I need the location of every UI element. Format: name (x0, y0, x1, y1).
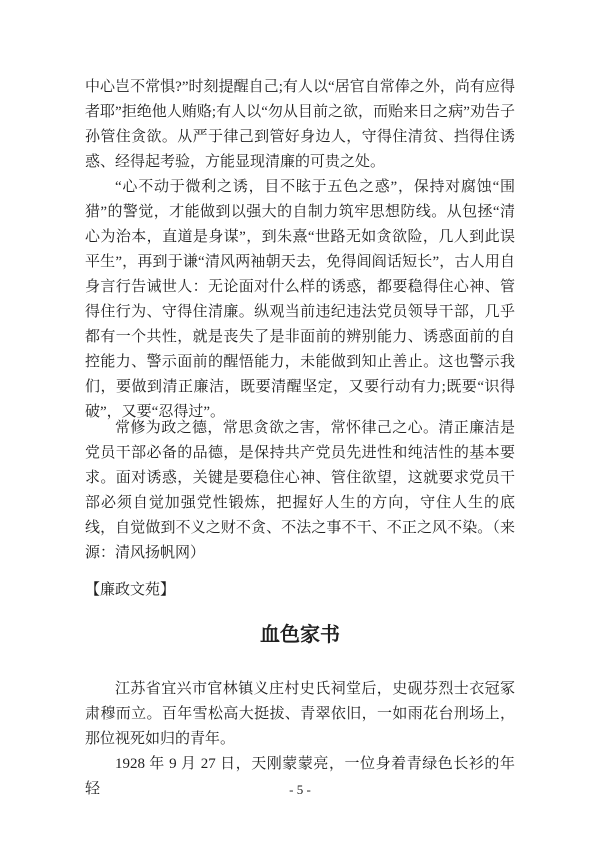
body-paragraph: 常修为政之德，常思贪欲之害，常怀律己之心。清正廉洁是党员干部必备的品德，是保持共产党员先进性和纯洁性的基本要求。面对诱惑，关键是要稳住心神、管住欲望，这就要求党员干部必须自觉加强党性锻炼，把握好人生的方向，守住人生的底线，自觉做到不义之财不贪、不法之事不干、不正之风不染。（来源：清风扬帆网） (85, 420, 515, 561)
body-paragraph: 江苏省宜兴市官林镇义庄村史氏祠堂后，史砚芬烈士衣冠冢肃穆而立。百年雪松高大挺拔、青翠依旧，一如雨花台刑场上，那位视死如归的青年。 (85, 681, 515, 747)
body-paragraph: 1928 年 9 月 27 日，天刚蒙蒙亮，一位身着青绿色长衫的年轻 (85, 756, 515, 797)
page-number: - 5 - (289, 782, 311, 797)
body-paragraph: “心不动于微利之诱，目不眩于五色之惑”，保持对腐蚀“围猎”的警觉，才能做到以强大的自制力筑牢思想防线。从包拯“清心为治本，直道是身谋”，到朱熹“世路无如贪欲险，几人到此误平生”，再到于谦“清风两袖朝天去，免得闾阎话短长”，古人用自身言行告诫世人：无论面对什么样的诱惑，都要稳得住心神、管得住行为、守得住清廉。纵观当前违纪违法党员领导干部，几乎都有一个共性，就是丧失了是非面前的辨别能力、诱惑面前的自控能力、警示面前的醒悟能力，未能做到知止善止。这也警示我们，要做到清正廉洁，既要清醒坚定，又要行动有力;既要“识得破”，又要“忍得过”。 (85, 179, 515, 420)
article-title: 血色家书 (260, 624, 340, 646)
paragraph-continuation: 中心岂不常惧?”时刻提醒自己;有人以“居官自常俸之外，尚有应得者耶”拒绝他人贿赂;有人以“勿从目前之欲，而贻来日之病”劝告子孙管住贪欲。从严于律己到管好身边人，守得住清贫、挡得住诱惑、经得起考验，方能显现清廉的可贵之处。 (85, 79, 515, 170)
section-header: 【廉政文苑】 (85, 582, 176, 598)
